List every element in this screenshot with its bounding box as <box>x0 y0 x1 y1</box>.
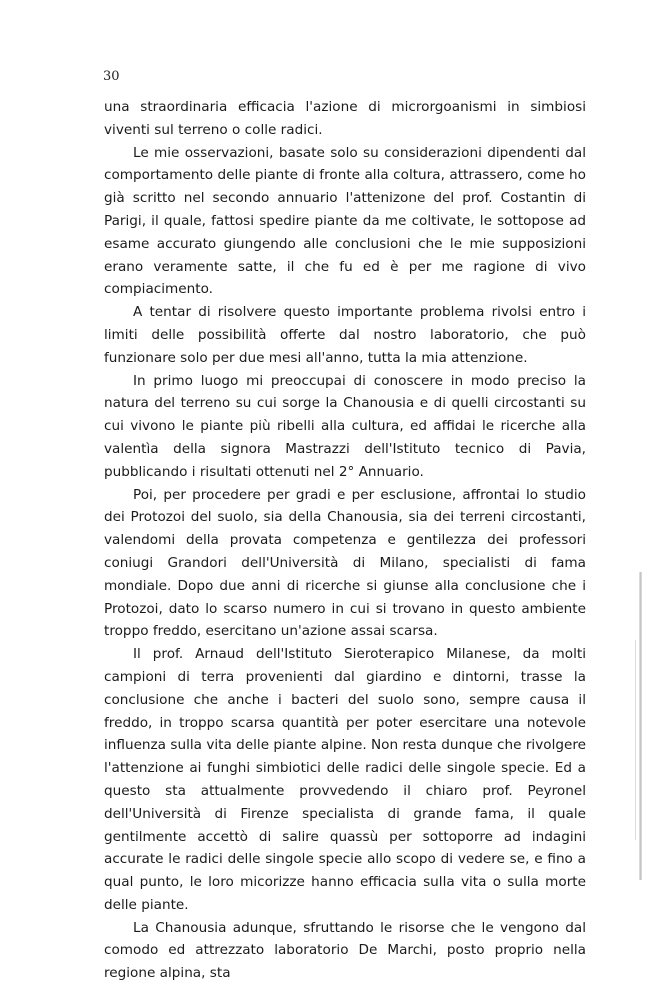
paragraph: Le mie osservazioni, basate solo su considerazioni dipendenti dal comportamento delle piante di fronte alla coltura, attrassero, come ho già scritto nel secondo annuario l'attenizone del prof. Costantin di Parigi, il quale, fattosi spedire piante da me coltivate, le sottopose ad esame accurato giungendo alle conclusioni che le mie supposizioni erano veramente satte, il che fu ed è per me ragione di vivo compiacimento. <box>104 144 586 298</box>
paragraph: una straordinaria efficacia l'azione di microrgoanismi in simbiosi viventi sul terreno o colle radici. <box>104 99 586 138</box>
paragraph: Poi, per procedere per gradi e per esclusione, affrontai lo studio dei Protozoi del suolo, sia della Chanousia, sia dei terreni circostanti, valendomi della provata competenza e gentilezza dei professori coniugi Grandori dell'Università di Milano, specialisti di fama mondiale. Dopo due anni di ricerche si giunse alla conclusione che i Protozoi, dato lo scarso numero in cui si trovano in questo ambiente troppo freddo, esercitano un'azione assai scarsa. <box>104 486 586 640</box>
page-number: 30 <box>103 69 120 84</box>
paragraph: Il prof. Arnaud dell'Istituto Sieroterapico Milanese, da molti campioni di terra provenienti dal giardino e dintorni, trasse la conclusione che anche i bacteri del suolo sono, sempre causa il freddo, in troppo scarsa quantità per poter esercitare una notevole influenza sulla vita delle piante alpine. Non resta dunque che rivolgere l'attenzione ai funghi simbiotici delle radici delle singole specie. Ed a questo sta attualmente provvedendo il chiaro prof. Peyronel dell'Università di Firenze specialista di grande fama, il quale gentilmente accettò di salire quassù per sottoporre ad indagini accurate le radici delle singole specie allo scopo di vedere se, e fino a qual punto, le loro micorizze hanno efficacia sulla vita o sulla morte delle piante. <box>104 646 586 913</box>
page-edge-shadow <box>639 572 642 880</box>
paragraph: A tentar di risolvere questo importante problema rivolsi entro i limiti delle possibilità offerte dal nostro laboratorio, che può funzionare solo per due mesi all'anno, tutta la mia attenzione. <box>104 304 586 366</box>
paragraph: La Chanousia adunque, sfruttando le risorse che le vengono dal comodo ed attrezzato laboratorio De Marchi, posto proprio nella regione alpina, sta <box>104 919 586 982</box>
body-text <box>104 96 586 985</box>
page-edge-line <box>635 640 636 840</box>
paragraph: In primo luogo mi preoccupai di conoscere in modo preciso la natura del terreno su cui sorge la Chanousia e di quelli circostanti su cui vivono le piante più ribelli alla cultura, ed affidai le ricerche alla valentìa della signora Mastrazzi dell'Istituto tecnico di Pavia, pubblicando i risultati ottenuti nel 2° Annuario. <box>104 372 586 480</box>
